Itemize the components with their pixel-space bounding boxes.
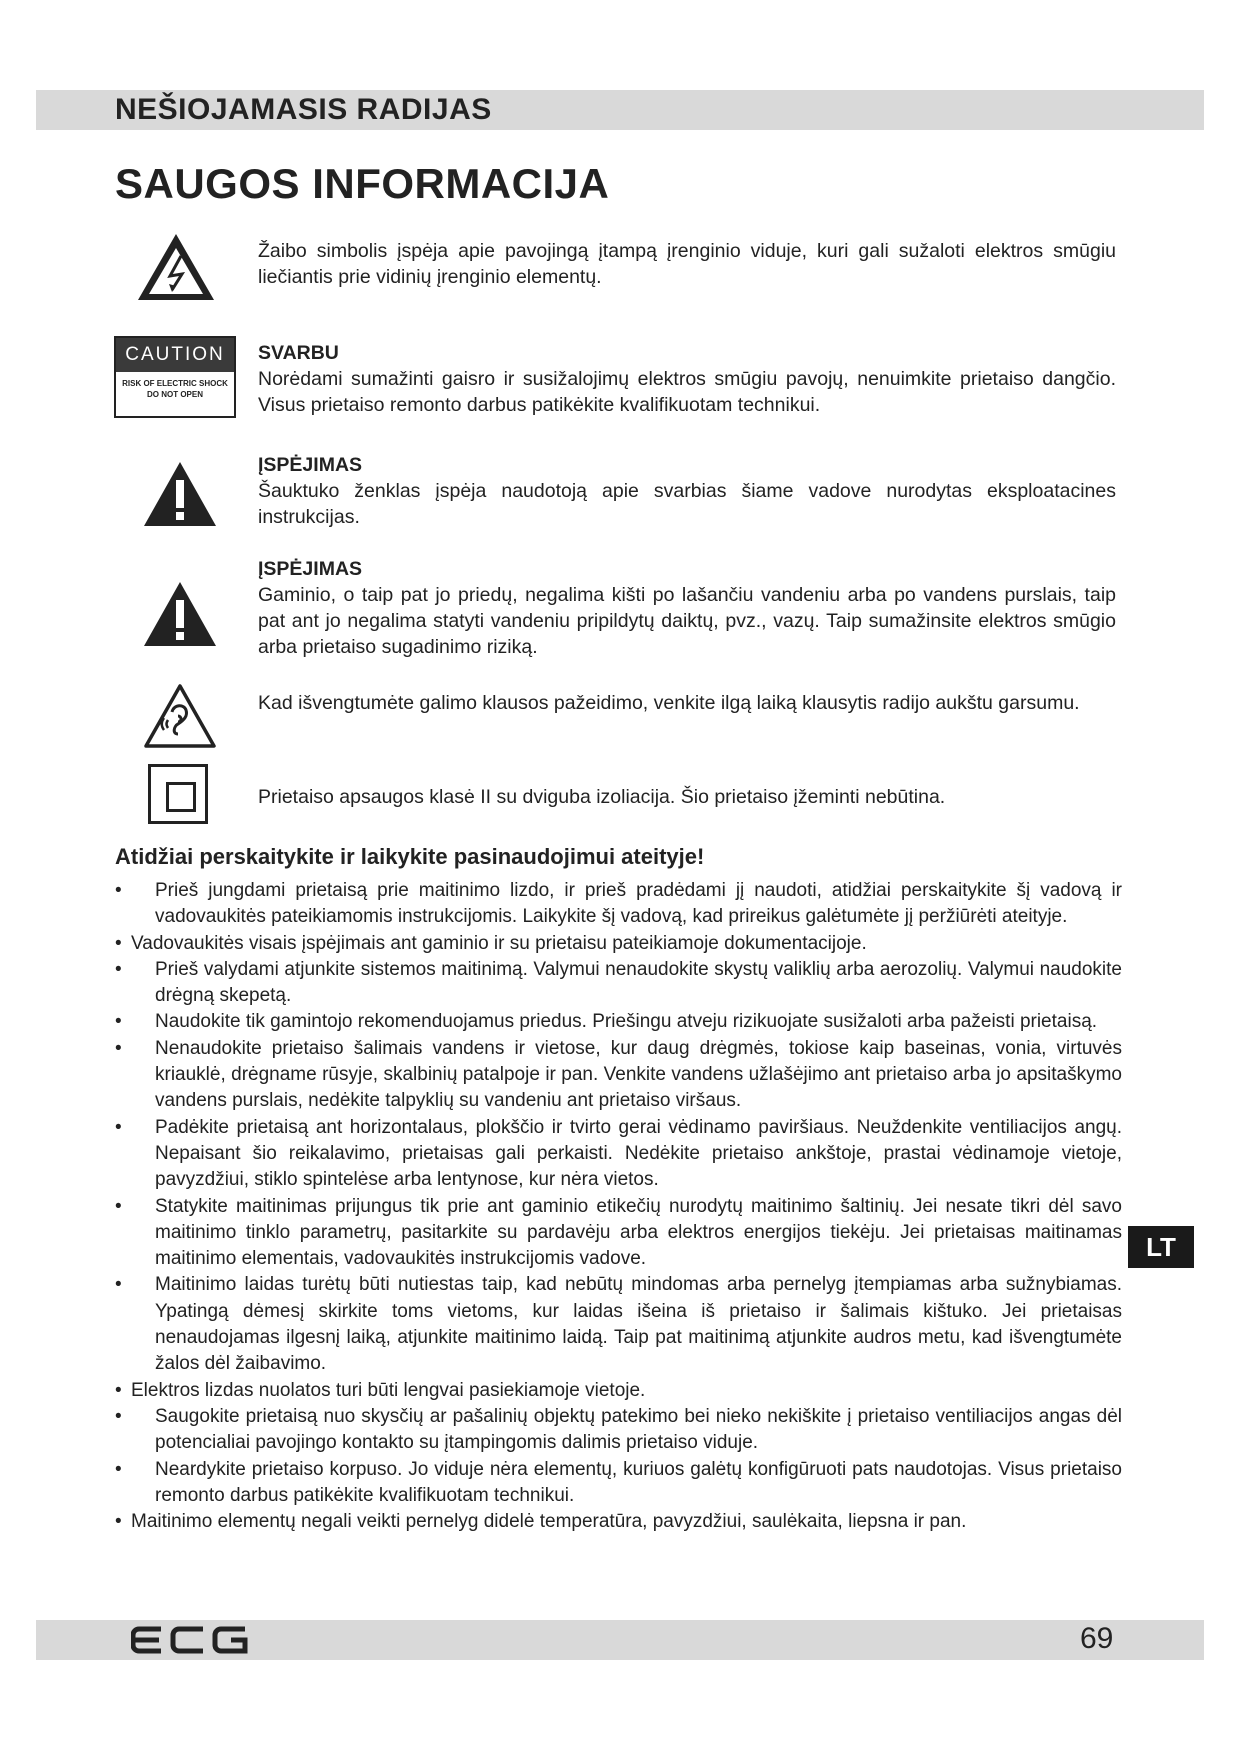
caution-label-top: CAUTION xyxy=(116,338,234,372)
symbol-text-block xyxy=(258,452,1116,530)
list-item: • Naudokite tik gamintojo rekomenduojamus priedus. Priešingu atveju rizikuojate susižaloti arba pažeisti prietaisą. xyxy=(115,1009,1122,1035)
list-item: • Vadovaukitės visais įspėjimais ant gaminio ir su prietaisu pateikiamoje dokumentacijoje. xyxy=(115,931,1122,957)
symbol-text: Prietaiso apsaugos klasė II su dviguba izoliacija. Šio prietaiso įžeminti nebūtina. xyxy=(258,786,946,808)
caution-label-icon xyxy=(114,336,236,418)
caution-label-sub2: DO NOT OPEN xyxy=(146,390,203,399)
caution-label-sub1: RISK OF ELECTRIC SHOCK xyxy=(122,379,228,388)
list-item: • Padėkite prietaisą ant horizontalaus, plokščio ir tvirto gerai vėdinamo paviršiaus. Neuždenkite ventiliacijos angų. Nepaisant šio reikalavimo, prietaisas gali perkaisti. Nedėkite prietaiso ankštoje, prastai vėdinamoje vietoje, pavyzdžiui, stiklo spintelėse arba lentynose, kur nėra vietos. xyxy=(115,1115,1122,1194)
list-item: • Nenaudokite prietaiso šalimais vandens ir vietose, kur daug drėgmės, tokiose kaip baseinas, vonia, virtuvės kriauklė, drėgname rūsyje, skalbinių patalpoje ir pan. Venkite vandens užlašėjimo ant prietaiso arba jo apsitaškymo vandens purslais, nedėkite talpyklių su vandeniu ant prietaiso viršaus. xyxy=(115,1036,1122,1115)
symbol-text: Šauktuko ženklas įspėja naudotoją apie svarbias šiame vadove nurodytas eksploatacines instrukcijas. xyxy=(258,480,1116,528)
list-item: • Elektros lizdas nuolatos turi būti lengvai pasiekiamoje vietoje. xyxy=(115,1378,1122,1404)
symbol-text: Gaminio, o taip pat jo priedų, negalima kišti po lašančiu vandeniu arba po vandens purslais, taip pat ant jo negalima statyti vandeniu pripildytų daiktų, pvz., vazų. Taip sumažinsite elektros smūgio arba prietaiso sugadinimo riziką. xyxy=(258,584,1116,658)
list-item: • Maitinimo laidas turėtų būti nutiestas taip, kad nebūtų mindomas arba pernelyg įtempiamas arba sužnybiamas. Ypatingą dėmesį skirkite toms vietoms, kur laidas išeina iš prietaiso ir šalimais kištuko. Jei prietaisas nenaudojamas ilgesnį laiką, atjunkite maitinimo laidą. Taip pat maitinimą atjunkite audros metu, kad išvengtumėte žalos dėl žaibavimo. xyxy=(115,1272,1122,1377)
list-item: • Maitinimo elementų negali veikti pernelyg didelė temperatūra, pavyzdžiui, saulėkaita, liepsna ir pan. xyxy=(115,1509,1122,1535)
symbol-text: Kad išvengtumėte galimo klausos pažeidimo, venkite ilgą laiką klausytis radijo aukštu garsumu. xyxy=(258,692,1080,714)
list-item: • Neardykite prietaiso korpuso. Jo viduje nėra elementų, kuriuos galėtų konfigūruoti pats naudotojas. Visus prietaiso remonto darbus patikėkite kvalifikuotam technikui. xyxy=(115,1457,1122,1510)
symbol-text: Norėdami sumažinti gaisro ir susižalojimų elektros smūgiu pavojų, nenuimkite prietaiso dangčio. Visus prietaiso remonto darbus patikėkite kvalifikuotam technikui. xyxy=(258,368,1116,416)
list-item: • Prieš jungdami prietaisą prie maitinimo lizdo, ir prieš pradėdami jį naudoti, atidžiai perskaitykite šį vadovą ir vadovaukitės pateikiamomis instrukcijomis. Laikykite šį vadovą, kad prireikus galėtumėte jį peržiūrėti ateityje. xyxy=(115,878,1122,931)
language-tab: LT xyxy=(1128,1226,1194,1268)
exclamation-warning-icon xyxy=(142,460,218,528)
ecg-logo xyxy=(131,1626,249,1654)
hearing-warning-icon xyxy=(142,682,218,750)
symbol-heading: ĮSPĖJIMAS xyxy=(258,558,363,580)
symbol-row-class2 xyxy=(0,764,1241,824)
double-insulation-icon xyxy=(148,764,208,824)
page-number: 69 xyxy=(1080,1622,1114,1655)
symbol-text-block xyxy=(258,556,1116,660)
header-title: NEŠIOJAMASIS RADIJAS xyxy=(115,93,492,126)
page-title: SAUGOS INFORMACIJA xyxy=(115,160,610,207)
instructions-heading: Atidžiai perskaitykite ir laikykite pasinaudojimui ateityje! xyxy=(115,844,705,869)
list-item: • Statykite maitinimas prijungus tik prie ant gaminio etikečių nurodytų maitinimo šaltinių. Jei nesate tikri dėl savo maitinimo tinklo parametrų, pasitarkite su pardavėju arba elektros energijos tiekėju. Jei prietaisas maitinamas maitinimo elementais, vadovaukitės instrukcijomis vadove. xyxy=(115,1194,1122,1273)
symbol-text: Žaibo simbolis įspėja apie pavojingą įtampą įrenginio viduje, kuri gali sužaloti elektros smūgiu liečiantis prie vidinių įrenginio elementų. xyxy=(258,240,1116,288)
instructions-list xyxy=(115,878,1122,1535)
exclamation-warning-icon xyxy=(142,580,218,648)
symbol-text-block xyxy=(258,340,1116,418)
list-item: • Saugokite prietaisą nuo skysčių ar pašalinių objektų patekimo bei nieko nekiškite į prietaiso ventiliacijos angas dėl potencialiai pavojingo kontakto su įtampingomis dalimis prietaiso viduje. xyxy=(115,1404,1122,1457)
list-item: • Prieš valydami atjunkite sistemos maitinimą. Valymui nenaudokite skystų valiklių arba aerozolių. Valymui naudokite drėgną skepetą. xyxy=(115,957,1122,1010)
lightning-warning-icon xyxy=(136,232,216,302)
symbol-heading: SVARBU xyxy=(258,342,339,364)
symbol-heading: ĮSPĖJIMAS xyxy=(258,454,363,476)
